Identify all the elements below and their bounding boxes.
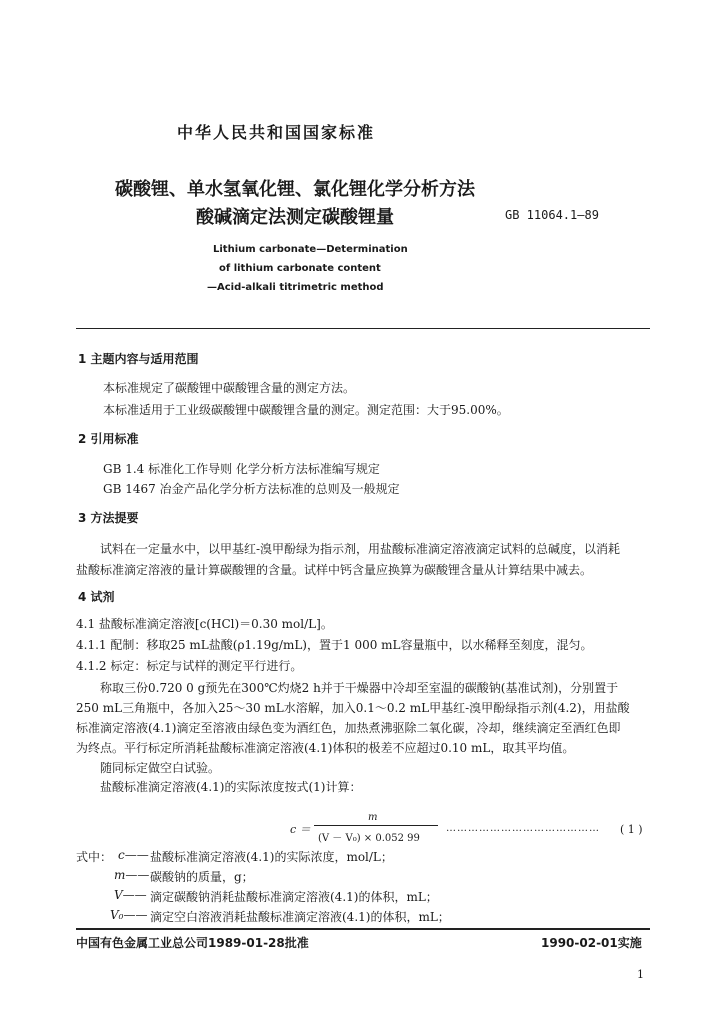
approval-statement: 中国有色金属工业总公司1989-01-28批准 (76, 936, 309, 950)
item-4-1-1: 4.1.1 配制：移取25 mL盐酸(ρ1.19g/mL)，置于1 000 mL容量瓶中，以水稀释至刻度，混匀。 (76, 638, 593, 652)
formula-intro: 盐酸标准滴定溶液(4.1)的实际浓度按式(1)计算： (100, 780, 362, 794)
formula-number: ( 1 ) (620, 823, 643, 836)
english-title-line2: of lithium carbonate content (219, 263, 381, 274)
formula-lhs: c ＝ (290, 823, 311, 836)
legend-intro: 式中： (76, 850, 113, 864)
section-1-paragraph-2: 本标准适用于工业级碳酸锂中碳酸锂含量的测定。测定范围：大于95.00%。 (103, 403, 509, 417)
calibration-paragraph-line3: 标准滴定溶液(4.1)滴定至溶液由绿色变为酒红色，加热煮沸驱除二氧化碳，冷却，继续滴定至酒红色即 (76, 721, 621, 735)
english-title-line1: Lithium carbonate—Determination (213, 244, 408, 255)
legend-v-symbol: V—— (114, 888, 147, 902)
legend-m-description: 碳酸钠的质量，g； (150, 870, 254, 884)
page-number: 1 (637, 968, 644, 981)
section-3-heading: 3 方法提要 (78, 511, 139, 525)
formula-fraction-bar (314, 825, 438, 826)
legend-c-description: 盐酸标准滴定溶液(4.1)的实际浓度，mol/L； (150, 850, 393, 864)
legend-v-description: 滴定碳酸钠消耗盐酸标准滴定溶液(4.1)的体积，mL； (150, 890, 438, 904)
reference-gb-1-4: GB 1.4 标准化工作导则 化学分析方法标准编写规定 (103, 462, 380, 476)
formula-numerator: m (368, 812, 378, 823)
legend-c-symbol: c—— (118, 848, 149, 862)
section-2-heading: 2 引用标准 (78, 432, 139, 446)
legend-m-symbol: m—— (114, 868, 150, 882)
footer-divider (76, 928, 650, 930)
section-3-paragraph-line2: 盐酸标准滴定溶液的量计算碳酸锂的含量。试样中钙含量应换算为碳酸锂含量从计算结果中减去。 (76, 563, 593, 577)
reference-gb-1467: GB 1467 冶金产品化学分析方法标准的总则及一般规定 (103, 482, 400, 496)
item-4-1: 4.1 盐酸标准滴定溶液[c(HCl)＝0.30 mol/L]。 (76, 617, 333, 631)
blank-test-note: 随同标定做空白试验。 (100, 761, 221, 775)
english-title-line3: —Acid-alkali titrimetric method (207, 282, 384, 293)
standard-number: GB 11064.1—89 (505, 208, 599, 222)
section-4-heading: 4 试剂 (78, 590, 115, 604)
country-standard-title: 中华人民共和国国家标准 (177, 123, 376, 142)
implementation-date: 1990-02-01实施 (541, 936, 642, 950)
formula-denominator: (V － V₀) × 0.052 99 (318, 833, 420, 844)
section-3-paragraph-line1: 试料在一定量水中，以甲基红-溴甲酚绿为指示剂，用盐酸标准滴定溶液滴定试料的总碱度，以消耗 (100, 542, 621, 556)
section-1-heading: 1 主题内容与适用范围 (78, 352, 199, 366)
formula-leader-dots: …………………………………… (446, 823, 600, 834)
calibration-paragraph-line2: 250 mL三角瓶中，各加入25～30 mL水溶解，加入0.1～0.2 mL甲基红-溴甲酚绿指示剂(4.2)，用盐酸 (76, 701, 630, 715)
calibration-paragraph-line4: 为终点。平行标定所消耗盐酸标准滴定溶液(4.1)体积的极差不应超过0.10 mL，取其平均值。 (76, 741, 575, 755)
document-title-line1: 碳酸锂、单水氢氧化锂、氯化锂化学分析方法 (115, 179, 475, 200)
document-title-line2: 酸碱滴定法测定碳酸锂量 (196, 207, 394, 228)
section-1-paragraph-1: 本标准规定了碳酸锂中碳酸锂含量的测定方法。 (103, 381, 356, 395)
legend-v0-description: 滴定空白溶液消耗盐酸标准滴定溶液(4.1)的体积，mL； (150, 910, 450, 924)
header-divider (76, 328, 650, 329)
legend-v0-symbol: V₀—— (110, 908, 148, 922)
item-4-1-2: 4.1.2 标定：标定与试样的测定平行进行。 (76, 659, 303, 673)
calibration-paragraph-line1: 称取三份0.720 0 g预先在300℃灼烧2 h并于干燥器中冷却至室温的碳酸钠(基准试剂)，分别置于 (100, 681, 619, 695)
